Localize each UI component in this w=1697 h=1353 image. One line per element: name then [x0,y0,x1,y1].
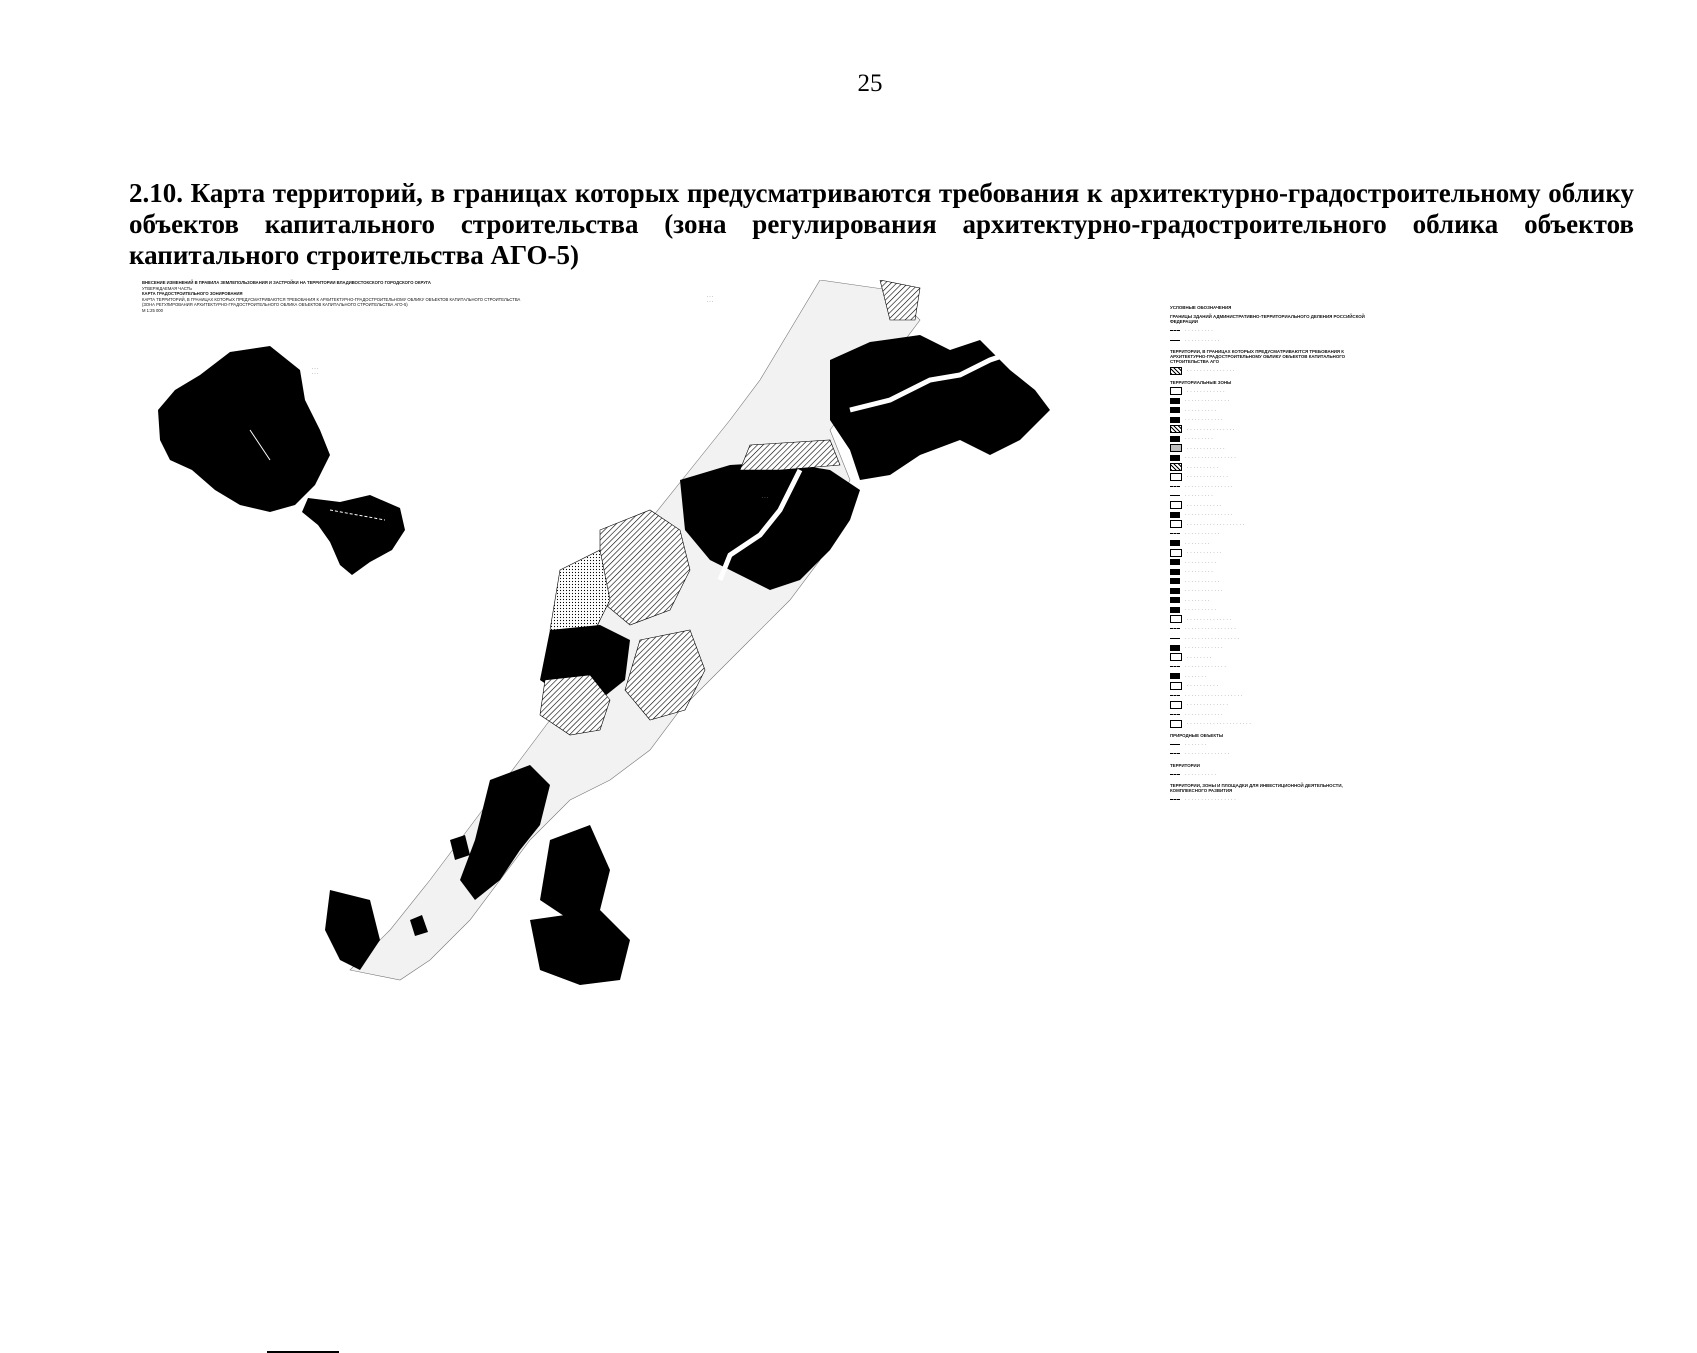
legend-text: · · · · · · · · · [1185,493,1214,499]
legend-row [1170,740,1365,750]
legend-text: · · · · · · · · · · · · [1187,388,1225,394]
legend-row [1170,558,1365,568]
legend-swatch [1170,638,1180,639]
legend-section-heading: ТЕРРИТОРИИ, В ГРАНИЦАХ КОТОРЫХ ПРЕДУСМАТРИВАЮТСЯ ТРЕБОВАНИЯ К АРХИТЕКТУРНО-ГРАДОСТРОИТЕЛЬНОМУ ОБЛИКУ ОБЪЕКТОВ КАПИТАЛЬНОГО СТРОИТЕЛЬСТВА АГО [1170,349,1346,364]
legend-text: · · · · · · · · · · · [1185,578,1220,584]
legend-swatch [1170,387,1182,395]
legend-swatch [1170,720,1182,728]
legend-swatch [1170,367,1182,375]
legend-swatch [1170,682,1182,690]
legend-swatch [1170,774,1180,775]
legend-swatch [1170,559,1180,565]
map-label-central: · · · [761,495,769,500]
legend-text: · · · · · · · · · · · · · [1187,702,1229,708]
map-header-line: ВНЕСЕНИЕ ИЗМЕНЕНИЙ В ПРАВИЛА ЗЕМЛЕПОЛЬЗОВАНИЯ И ЗАСТРОЙКИ НА ТЕРРИТОРИИ ВЛАДИВОСТОКСКОГО ГОРОДСКОГО ОКРУГА [142,280,431,285]
legend-section-heading: ГРАНИЦЫ ЗДАНИЙ АДМИНИСТРАТИВНО-ТЕРРИТОРИАЛЬНОГО ДЕЛЕНИЯ РОССИЙСКОЙ ФЕДЕРАЦИИ [1170,314,1365,324]
legend-row [1170,529,1365,539]
legend-text: · · · · · · · · · · · · · · · · · · [1185,692,1243,698]
legend-text: · · · · · · · · · · · · · · · · · [1185,635,1240,641]
legend-row [1170,425,1365,435]
legend-swatch [1170,540,1180,546]
legend-text: · · · · · · · · · [1185,436,1214,442]
map-header-line: М 1:25 000 [142,307,163,313]
legend-row [1170,472,1365,482]
map-header-line: КАРТА ТЕРРИТОРИЙ, В ГРАНИЦАХ КОТОРЫХ ПРЕДУСМАТРИВАЮТСЯ ТРЕБОВАНИЯ К АРХИТЕКТУРНО-ГРАДОСТРОИТЕЛЬНОМУ ОБЛИКУ ОБЪЕКТОВ КАПИТАЛЬНОГО СТРОИТЕЛЬСТВА [142,296,521,302]
legend-row [1170,624,1365,634]
map-island-left-tail [302,495,405,575]
legend-text: · · · · · · · · · · · [1187,502,1222,508]
legend-text: · · · · · · · · · · · · · · [1185,751,1230,757]
legend-row [1170,463,1365,473]
legend-row [1170,719,1365,729]
legend-text: · · · · · · · · · · [1185,407,1217,413]
map-zone-hatched [740,440,840,470]
legend-section-heading: ТЕРРИТОРИАЛЬНЫЕ ЗОНЫ [1170,379,1232,385]
legend-row [1170,643,1365,653]
legend-text: · · · · · · · · · · · · · · · [1187,368,1235,374]
legend-row [1170,662,1365,672]
legend-swatch [1170,533,1180,534]
legend-row [1170,700,1365,710]
page-heading: 2.10. Карта территорий, в границах которых предусматриваются требования к архитектурно-градостроительному облику объектов капитального строительства (зона регулирования архитектурно-градостроительного облика объектов капитального строительства АГО-5) [129,178,1634,270]
legend-swatch [1170,520,1182,528]
legend-section-heading: ПРИРОДНЫЕ ОБЪЕКТЫ [1170,732,1224,738]
legend-row [1170,596,1365,606]
legend-swatch [1170,501,1182,509]
legend-text: · · · · · · · · [1185,540,1210,546]
legend-row [1170,548,1365,558]
legend-row [1170,691,1365,701]
legend-row [1170,615,1365,625]
legend-text: · · · · · · · · · · · [1187,550,1222,556]
legend-row [1170,681,1365,691]
legend-swatch [1170,628,1180,629]
legend-section-heading: ТЕРРИТОРИИ, ЗОНЫ И ПЛОЩАДКИ ДЛЯ ИНВЕСТИЦИОННОЙ ДЕЯТЕЛЬНОСТИ, КОМПЛЕКСНОГО РАЗВИТИЯ [1170,783,1343,793]
legend-row [1170,482,1365,492]
legend-text: · · · · · · · · [1187,654,1212,660]
legend-row [1170,586,1365,596]
legend-row [1170,434,1365,444]
legend-row [1170,634,1365,644]
legend-text: · · · · · · · · · · · · · · [1185,398,1230,404]
map-header-line: КАРТА ГРАДОСТРОИТЕЛЬНОГО ЗОНИРОВАНИЯ [142,291,243,296]
legend-row [1170,520,1365,530]
legend-swatch [1170,701,1182,709]
legend-row [1170,672,1365,682]
legend-swatch [1170,666,1180,667]
legend-row [1170,605,1365,615]
legend-row [1170,577,1365,587]
legend-swatch [1170,588,1180,594]
legend-text: · · · · · · · · · · · · · · · [1185,512,1233,518]
legend-text: · · · · · · · · · · · · [1185,588,1223,594]
legend-swatch [1170,473,1182,481]
legend-row [1170,326,1365,336]
legend-row [1170,491,1365,501]
legend-row [1170,406,1365,416]
map-label-west: · · · · · · [311,366,319,376]
legend-row [1170,510,1365,520]
legend-swatch [1170,436,1180,442]
legend-swatch [1170,597,1180,603]
legend-text: · · · · · · · · · · [1185,559,1217,565]
legend-text: · · · · · · · · · · · · · · · · · · · · [1187,721,1252,727]
map-header-line: (ЗОНА РЕГУЛИРОВАНИЯ АРХИТЕКТУРНО-ГРАДОСТРОИТЕЛЬНОГО ОБЛИКА ОБЪЕКТОВ КАПИТАЛЬНОГО СТРОИТЕЛЬСТВА АГО-5) [142,302,408,307]
legend-section-heading: ТЕРРИТОРИИ [1170,762,1200,768]
legend-swatch [1170,799,1180,800]
legend-swatch [1170,673,1180,679]
legend-swatch [1170,444,1182,452]
legend-row [1170,770,1365,780]
legend-text: · · · · · · · · · · · · · [1185,664,1227,670]
legend-row [1170,453,1365,463]
legend-row [1170,539,1365,549]
legend-row [1170,653,1365,663]
legend-swatch [1170,407,1180,413]
legend-text: · · · · · · · · · · · · · · · [1185,483,1233,489]
legend-text: · · · · · · · · · · · · · · [1187,616,1232,622]
legend-swatch [1170,340,1180,341]
legend-swatch [1170,607,1180,613]
legend-text: · · · · · · · · · · · [1185,337,1220,343]
legend-row [1170,795,1365,805]
legend-text: · · · · · · · · · · [1185,771,1217,777]
legend-row [1170,336,1365,346]
legend-swatch [1170,455,1180,461]
legend-text: · · · · · · · · · · · · · · · [1187,426,1235,432]
legend-text: · · · · · · · · · · · · [1185,645,1223,651]
map-legend [1170,305,1365,805]
legend-text: · · · · · · · [1185,673,1207,679]
page-number: 25 [857,70,883,97]
map-zone-south-east [530,910,630,985]
legend-text: · · · · · · · · · · · · · [1187,474,1229,480]
legend-row [1170,501,1365,511]
legend-swatch [1170,695,1180,696]
legend-text: · · · · · · · · · · [1185,607,1217,613]
legend-row [1170,444,1365,454]
legend-text: · · · · · · · · · · · · [1185,417,1223,423]
legend-text: · · · · · · · · [1185,597,1210,603]
legend-row [1170,749,1365,759]
legend-swatch [1170,549,1182,557]
legend-swatch [1170,486,1180,487]
legend-text: · · · · · · · [1185,741,1207,747]
legend-text: · · · · · · · · · · [1187,464,1219,470]
legend-text: · · · · · · · · · · · · · · · · · · [1187,521,1245,527]
legend-text: · · · · · · · · · [1185,569,1214,575]
legend-swatch [1170,512,1180,518]
legend-swatch [1170,753,1180,754]
legend-row [1170,387,1365,397]
legend-swatch [1170,398,1180,404]
legend-swatch [1170,645,1180,651]
legend-text: · · · · · · · · · · · · · · · · [1185,455,1236,461]
legend-swatch [1170,744,1180,745]
legend-text: · · · · · · · · · · · · [1187,445,1225,451]
legend-swatch [1170,653,1182,661]
legend-swatch [1170,425,1182,433]
map-header-line: УТВЕРЖДАЕМАЯ ЧАСТЬ [142,285,192,291]
legend-text: · · · · · · · · · [1185,328,1214,334]
legend-swatch [1170,569,1180,575]
legend-row [1170,366,1365,376]
legend-text: · · · · · · · · · · · [1185,531,1220,537]
legend-row [1170,415,1365,425]
legend-swatch [1170,495,1180,496]
legend-text: · · · · · · · · · · · · · · · · [1185,626,1236,632]
legend-swatch [1170,463,1182,471]
legend-row [1170,396,1365,406]
legend-text: · · · · · · · · · · · · · · · · [1185,797,1236,803]
legend-row [1170,710,1365,720]
map-label-north: · · · · · · [706,294,714,304]
legend-swatch [1170,615,1182,623]
legend-title: УСЛОВНЫЕ ОБОЗНАЧЕНИЯ [1170,305,1232,310]
legend-text: · · · · · · · · · · · · [1185,711,1223,717]
legend-text: · · · · · · · · · · [1187,683,1219,689]
legend-swatch [1170,417,1180,423]
legend-swatch [1170,714,1180,715]
legend-row [1170,567,1365,577]
map-zone-south [540,825,610,920]
legend-swatch [1170,330,1180,331]
legend-swatch [1170,578,1180,584]
